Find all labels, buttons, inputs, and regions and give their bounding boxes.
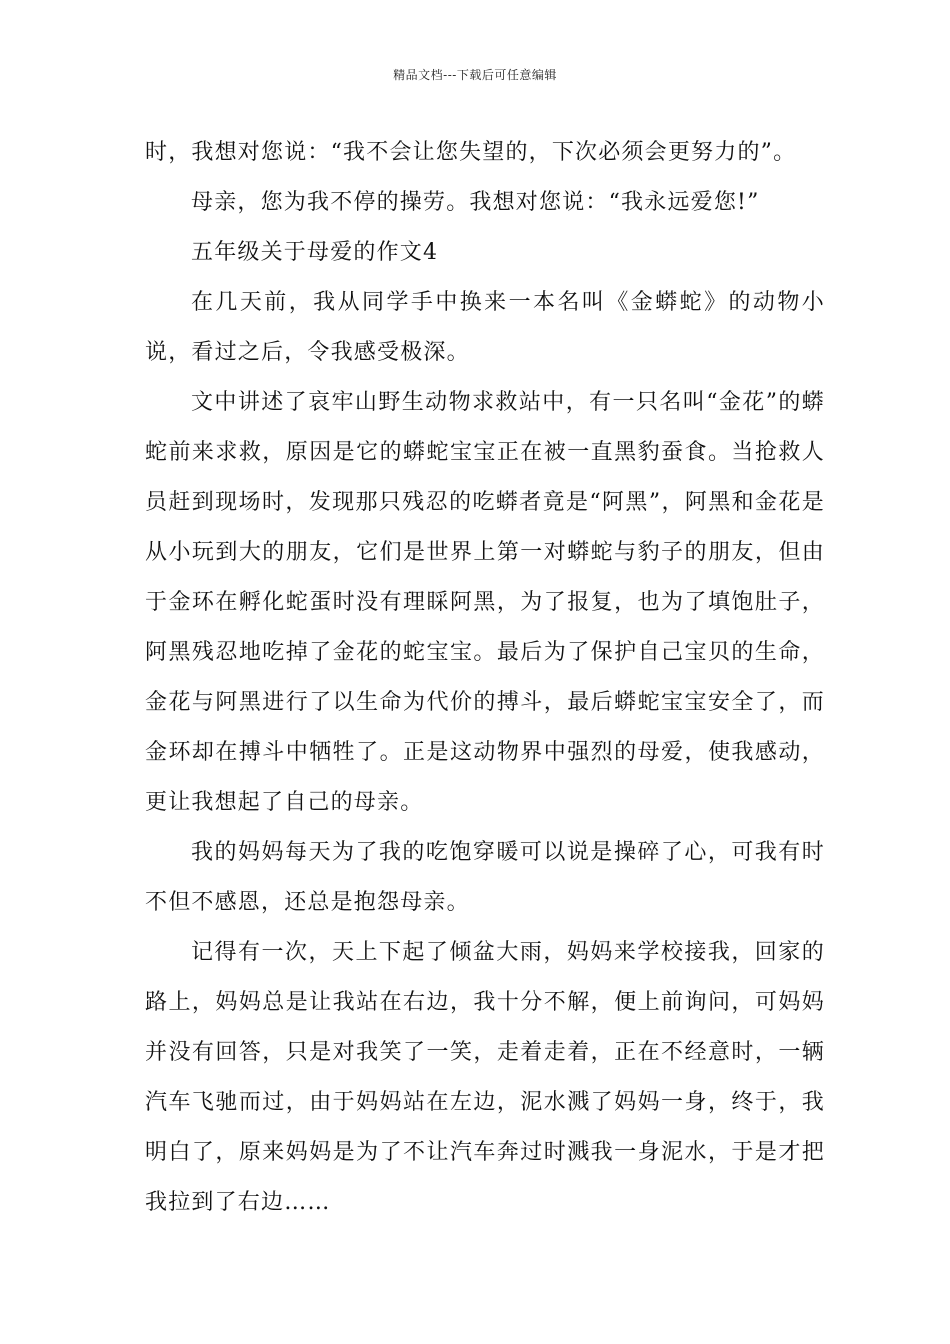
paragraph: 时，我想对您说：“我不会让您失望的，下次必须会更努力的”。 bbox=[145, 140, 797, 165]
paragraph: 我的妈妈每天为了我的吃饱穿暖可以说是操碎了心，可我有时不但不感恩，还总是抱怨母亲。 bbox=[145, 840, 825, 915]
section-title: 五年级关于母爱的作文4 bbox=[191, 240, 439, 265]
paragraph: 文中讲述了哀牢山野生动物求救站中，有一只名叫“金花”的蟒蛇前来求救，原因是它的蟒蛇宝宝正在被一直黑豹蚕食。当抢救人员赶到现场时，发现那只残忍的吃蟒者竟是“阿黑”，阿黑和金花是从小玩到大的朋友，它们是世界上第一对蟒蛇与豹子的朋友，但由于金环在孵化蛇蛋时没有理睬阿黑，为了报复，也为了填饱肚子，阿黑残忍地吃掉了金花的蛇宝宝。最后为了保护自己宝贝的生命，金花与阿黑进行了以生命为代价的搏斗，最后蟒蛇宝宝安全了，而金环却在搏斗中牺牲了。正是这动物界中强烈的母爱，使我感动，更让我想起了自己的母亲。 bbox=[145, 390, 825, 815]
paragraph: 在几天前，我从同学手中换来一本名叫《金蟒蛇》的动物小说，看过之后，令我感受极深。 bbox=[145, 290, 825, 365]
document-body bbox=[145, 128, 825, 1228]
page-header: 精品文档---下载后可任意编辑 bbox=[393, 68, 557, 82]
paragraph: 母亲，您为我不停的操劳。我想对您说：“我永远爱您!” bbox=[191, 190, 760, 215]
paragraph: 记得有一次，天上下起了倾盆大雨，妈妈来学校接我，回家的路上，妈妈总是让我站在右边，我十分不解，便上前询问，可妈妈并没有回答，只是对我笑了一笑，走着走着，正在不经意时，一辆汽车飞驰而过，由于妈妈站在左边，泥水溅了妈妈一身，终于，我明白了，原来妈妈是为了不让汽车奔过时溅我一身泥水，于是才把我拉到了右边…… bbox=[145, 940, 825, 1215]
